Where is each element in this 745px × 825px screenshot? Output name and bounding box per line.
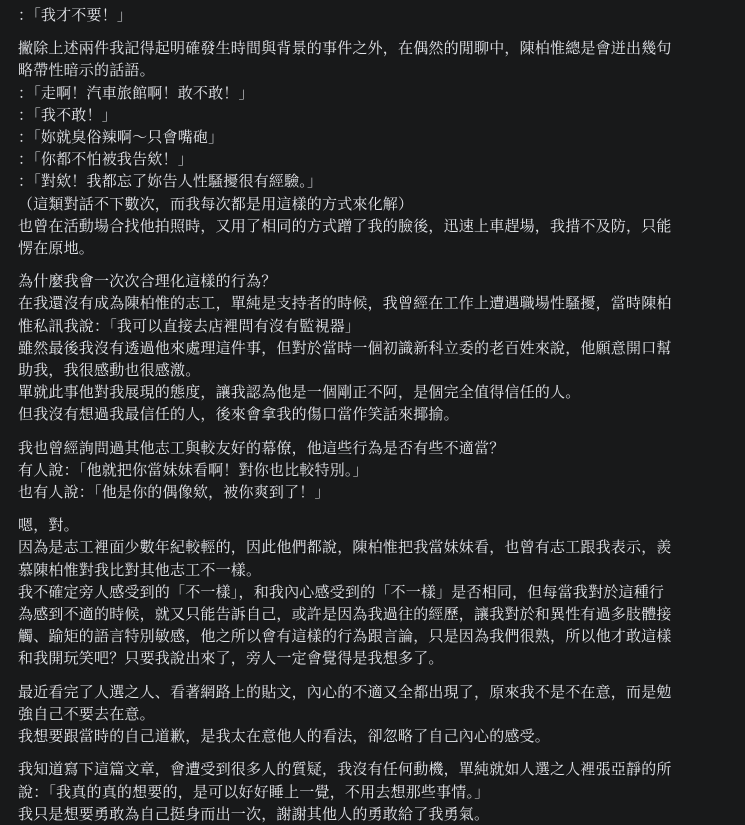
text-line: 助我，我很感動也很感激。	[18, 361, 201, 380]
text-line: 愣在原地。	[18, 239, 95, 258]
text-line: ：「我不敢！」	[18, 105, 117, 124]
text-line: 有人說：「他就把你當妹妹看啊！對你也比較特別。」	[18, 460, 368, 479]
text-line: 我也曾經詢問過其他志工與較友好的幕僚，他這些行為是否有些不適當？	[18, 438, 505, 457]
paragraph	[18, 270, 729, 425]
paragraph	[18, 37, 729, 259]
text-line: 說：「我真的真的想要的，是可以好好睡上一覺，不用去想那些事情。」	[18, 782, 490, 801]
text-line: 在我還沒有成為陳柏惟的志工，單純是支持者的時候，我曾經在工作上遭遇職場性騷擾，當時陳柏	[18, 294, 672, 313]
text-line: 我不確定旁人感受到的「不一樣」，和我內心感受到的「不一樣」是否相同，但每當我對於這種行	[18, 582, 665, 601]
text-line: 雖然最後我沒有透過他來處理這件事，但對於當時一個初識新科立委的老百姓來說，他願意開口幫	[18, 338, 672, 357]
text-line: 惟私訊我說：「我可以直接去店裡問有沒有監視器」	[18, 316, 361, 335]
text-line: （這類對話不下數次，而我每次都是用這樣的方式來化解）	[18, 194, 414, 213]
text-line: 也有人說：「他是你的偶像欸，被你爽到了！」	[18, 483, 330, 502]
text-line: 和我開玩笑吧？只要我說出來了，旁人一定會覺得是我想多了。	[18, 649, 444, 668]
text-line: 略帶性暗示的話語。	[18, 61, 155, 80]
paragraph	[18, 437, 729, 504]
text-line: ：「妳就臭俗辣啊～只會嘴砲」	[18, 128, 224, 147]
text-line: 嗯，對。	[18, 516, 79, 535]
text-line: 我想要跟當時的自己道歉，是我太在意他人的看法，卻忽略了自己內心的感受。	[18, 727, 551, 746]
text-line: 觸、踰矩的語言特別敏感，他之所以會有這樣的行為跟言論，只是因為我們很熟，所以他才敢這樣	[18, 627, 672, 646]
text-line: ：「走啊！汽車旅館啊！敢不敢！」	[18, 83, 254, 102]
paragraph	[18, 514, 729, 669]
text-line: 慕陳柏惟對我比對其他志工不一樣。	[18, 560, 262, 579]
text-line: ：「我才不要！」	[18, 6, 133, 24]
text-line: ：「對欸！我都忘了妳告人性騷擾很有經驗。」	[18, 172, 323, 191]
text-line: 因為是志工裡面少數年紀較輕的，因此他們都說，陳柏惟把我當妹妹看，也曾有志工跟我表示，羨	[18, 538, 672, 557]
text-line: 最近看完了人選之人、看著網路上的貼文，內心的不適又全都出現了，原來我不是不在意，而是勉	[18, 682, 672, 701]
text-line: 為感到不適的時候，就又只能告訴自己，或許是因為我過往的經歷，讓我對於和異性有過多肢體接	[18, 605, 672, 624]
text-line: 我知道寫下這篇文章，會遭受到很多人的質疑，我沒有任何動機，單純就如人選之人裡張亞靜的所	[18, 760, 672, 779]
text-line: 撇除上述兩件我記得起明確發生時間與背景的事件之外，在偶然的閒聊中，陳柏惟總是會迸出幾句	[18, 39, 672, 58]
text-line: 單就此事他對我展現的態度，讓我認為他是一個剛正不阿，是個完全值得信任的人。	[18, 383, 581, 402]
text-line: 我只是想要勇敢為自己挺身而出一次，謝謝其他人的勇敢給了我勇氣。	[18, 804, 490, 823]
paragraph	[18, 4, 729, 26]
text-line: ：「你都不怕被我告欸！」	[18, 150, 193, 169]
paragraph	[18, 758, 729, 825]
text-line: 強自己不要去在意。	[18, 704, 155, 723]
text-line: 也曾在活動場合找他拍照時，又用了相同的方式蹭了我的臉後，迅速上車趕場，我措不及防，只能	[18, 216, 672, 235]
paragraph	[18, 681, 729, 748]
text-line: 但我沒有想過我最信任的人，後來會拿我的傷口當作笑話來揶揄。	[18, 405, 459, 424]
text-line: 為什麼我會一次次合理化這樣的行為？	[18, 272, 277, 291]
